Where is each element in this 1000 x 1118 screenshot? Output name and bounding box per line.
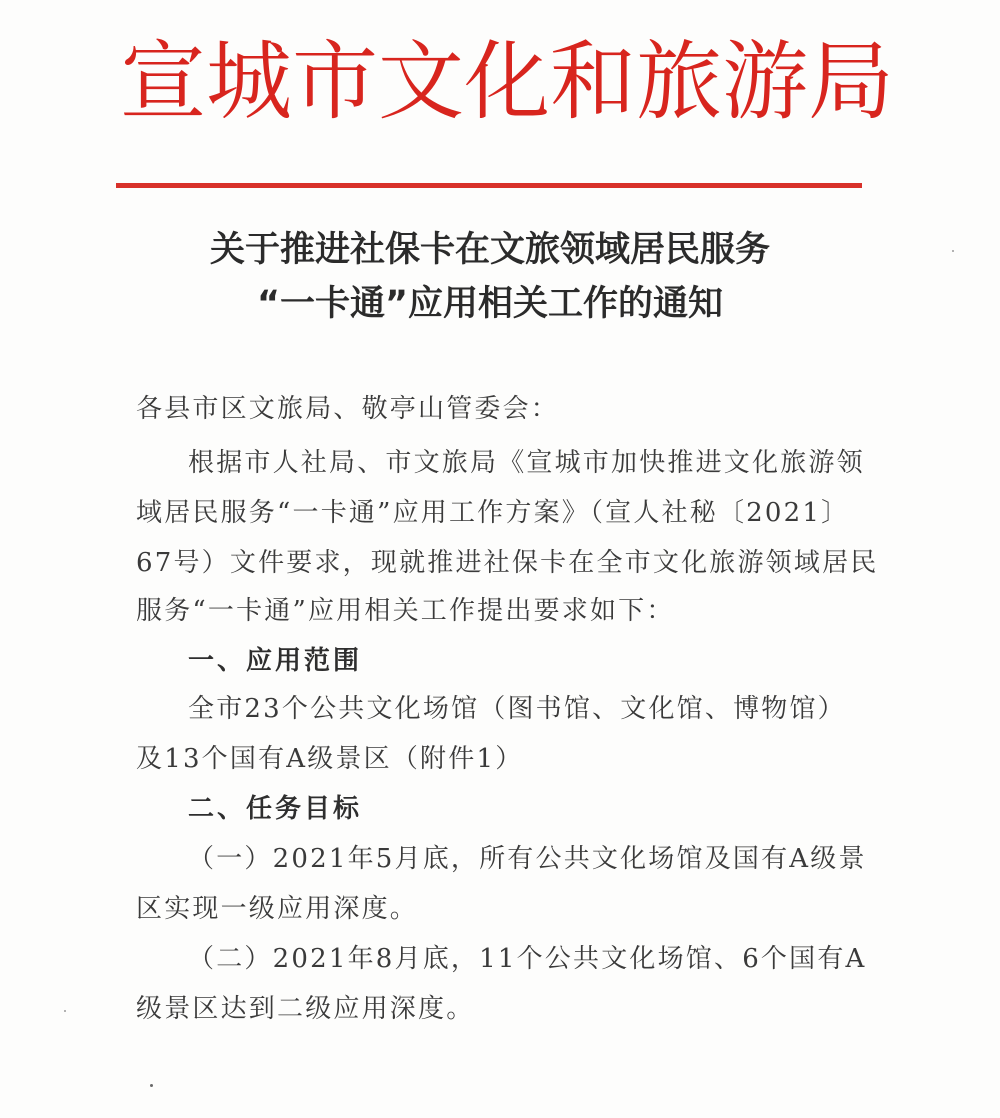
intro-line-3: 67号）文件要求，现就推进社保卡在全市文化旅游领域居民 bbox=[136, 548, 879, 578]
section-2-heading: 二、任务目标 bbox=[188, 794, 363, 824]
document-title-line-1: 关于推进社保卡在文旅领域居民服务 bbox=[209, 230, 770, 270]
masthead-red-rule bbox=[116, 183, 862, 188]
intro-line-4: 服务“一卡通”应用相关工作提出要求如下： bbox=[136, 596, 675, 626]
scan-speck bbox=[150, 1084, 153, 1087]
scan-speck bbox=[952, 250, 954, 252]
intro-line-1: 根据市人社局、市文旅局《宣城市加快推进文化旅游领 bbox=[188, 448, 865, 478]
section-2-item-1-line-2: 区实现一级应用深度。 bbox=[136, 894, 419, 924]
section-2-item-1-line-1: （一）2021年5月底，所有公共文化场馆及国有A级景 bbox=[188, 844, 867, 874]
section-2-item-2-line-2: 级景区达到二级应用深度。 bbox=[136, 994, 475, 1024]
section-1-line-1: 全市23个公共文化场馆（图书馆、文化馆、博物馆） bbox=[188, 694, 846, 724]
scan-speck bbox=[64, 1010, 66, 1012]
section-2-item-2-line-1: （二）2021年8月底，11个公共文化场馆、6个国有A bbox=[188, 944, 867, 974]
intro-line-2: 域居民服务“一卡通”应用工作方案》（宣人社秘〔2021〕 bbox=[136, 498, 850, 528]
section-1-line-2: 及13个国有A级景区（附件1） bbox=[136, 744, 524, 774]
document-title-line-2: “一卡通”应用相关工作的通知 bbox=[256, 284, 723, 324]
section-1-heading: 一、应用范围 bbox=[188, 646, 363, 676]
addressee: 各县市区文旅局、敬亭山管委会： bbox=[136, 394, 560, 424]
masthead-agency-name: 宣城市文化和旅游局 bbox=[120, 32, 894, 132]
